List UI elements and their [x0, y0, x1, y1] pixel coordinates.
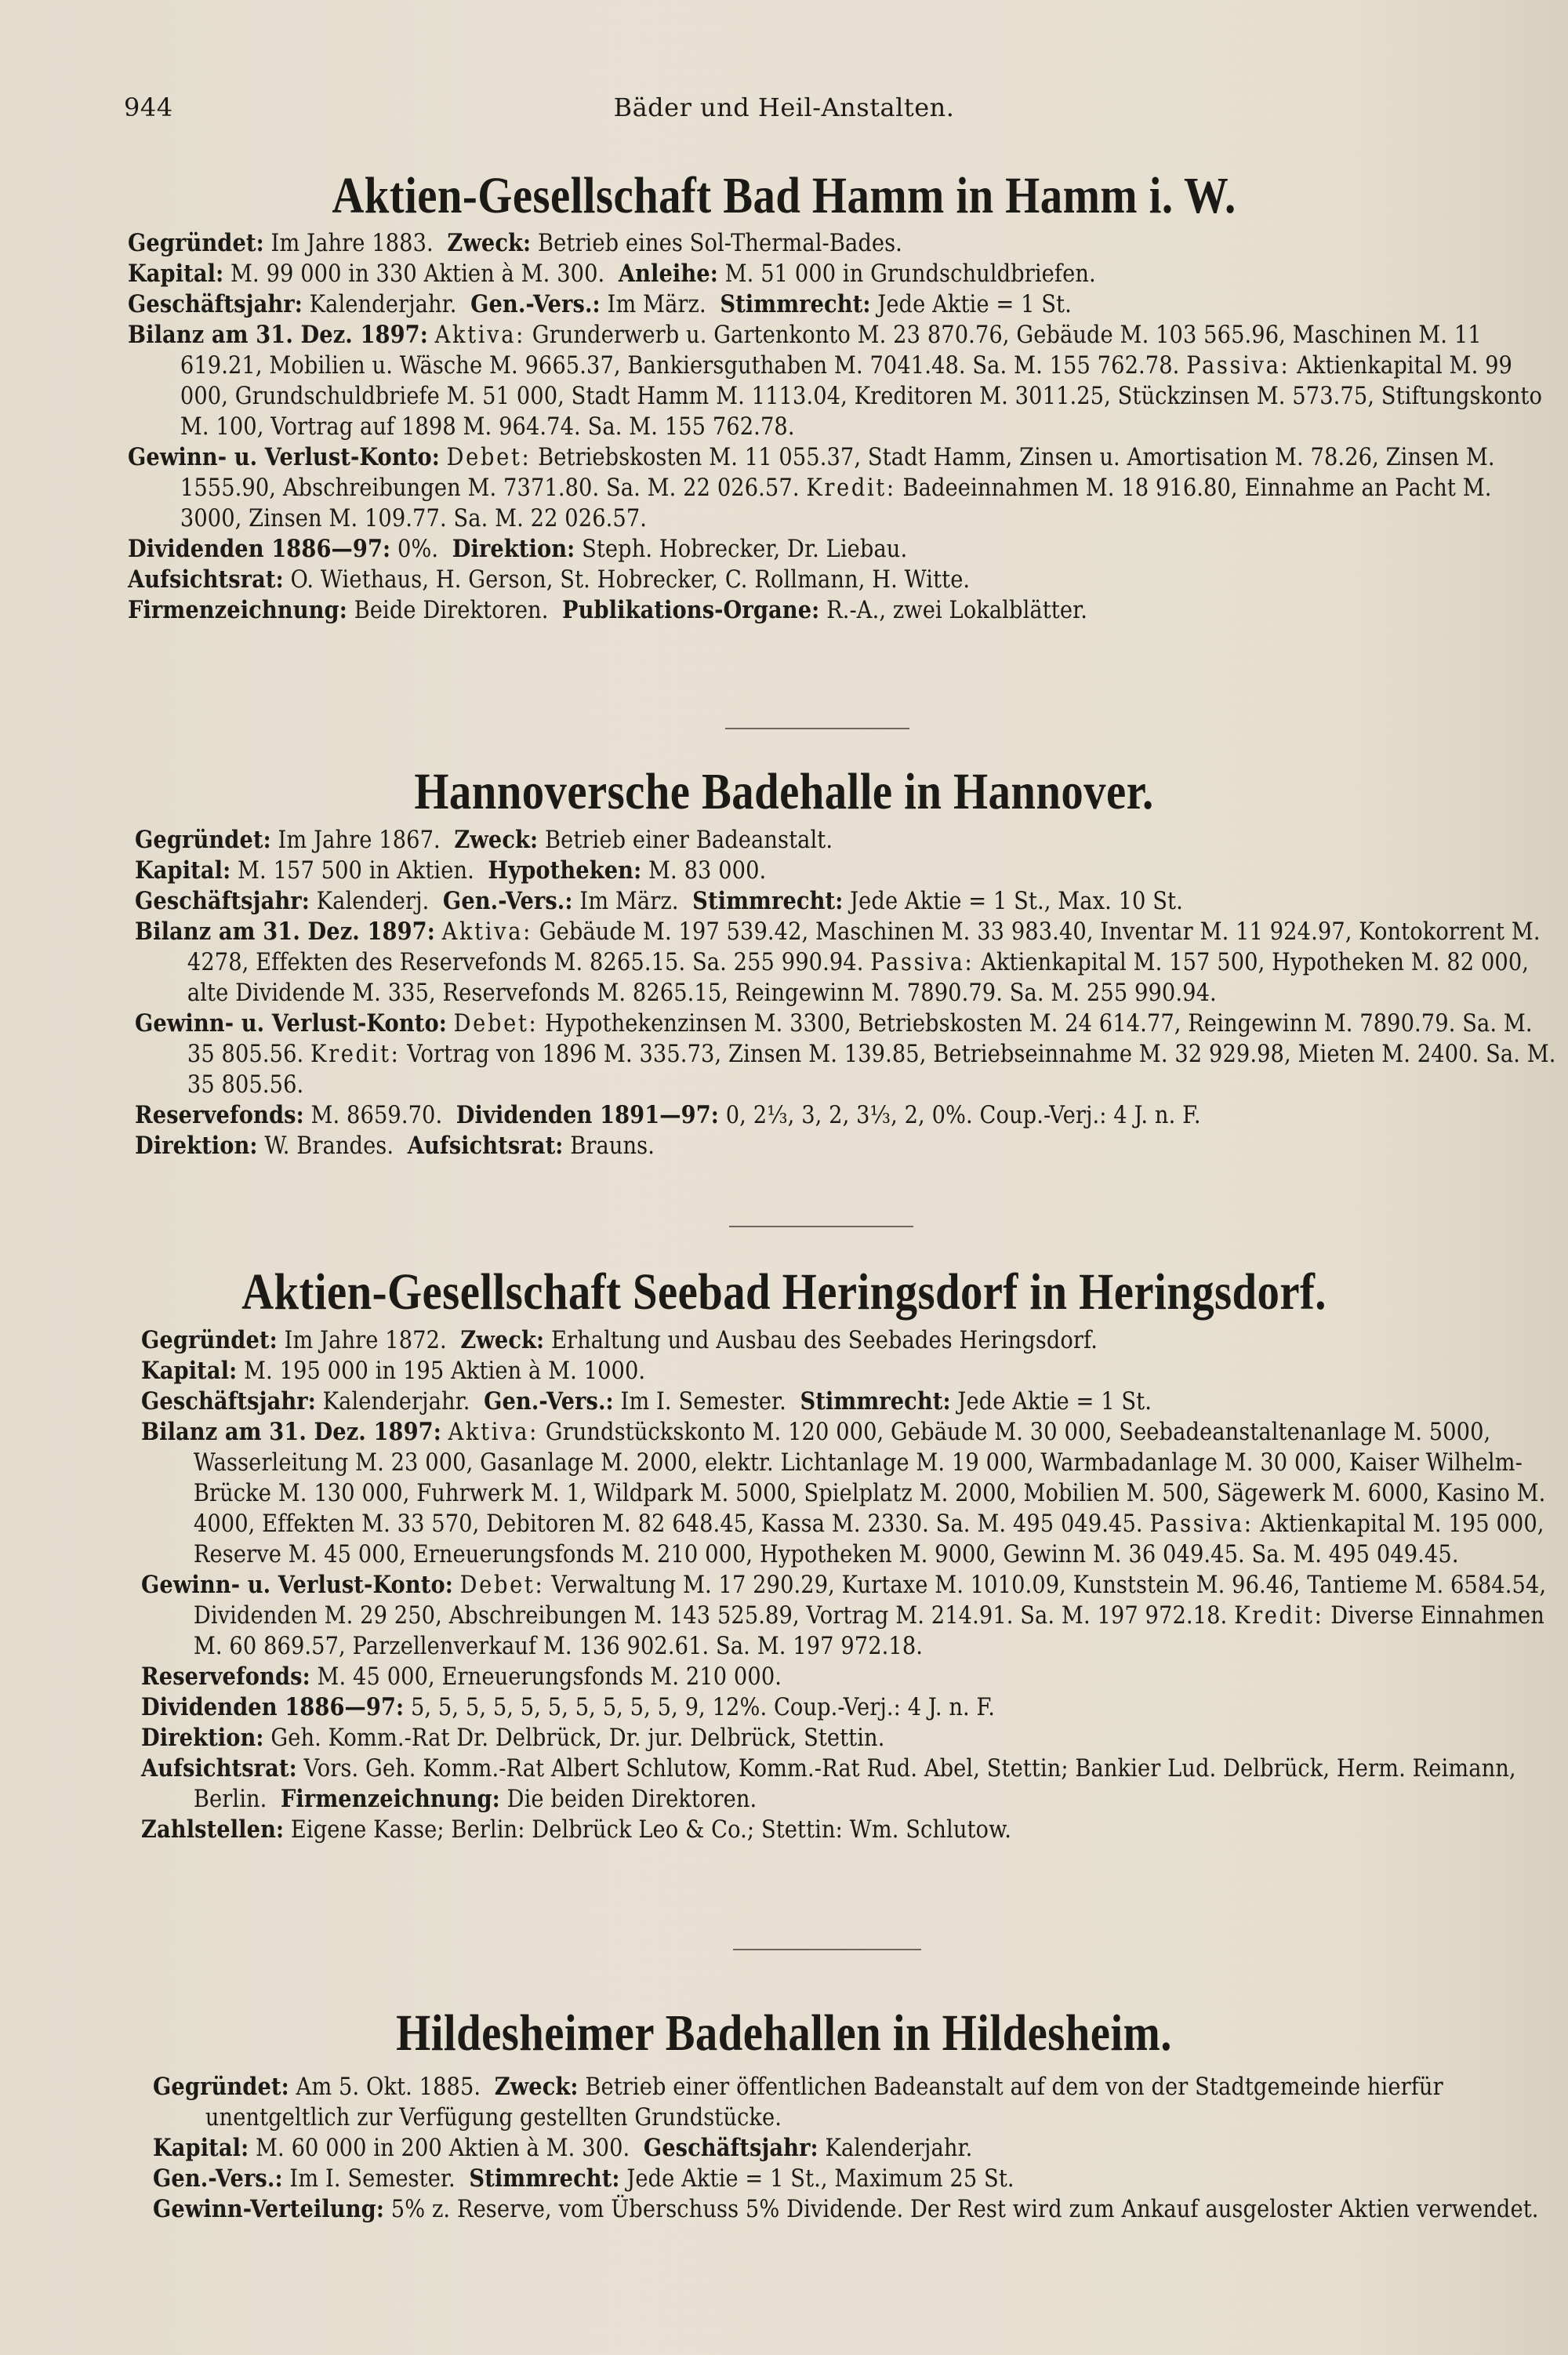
entry-aufsichtsrat: Aufsichtsrat: O. Wiethaus, H. Gerson, St. Hobrecker, C. Rollmann, H. Witte. [128, 565, 971, 594]
entry-firmenzeichnung: Firmenzeichnung: Beide Direktoren. Publikations-Organe: R.-A., zwei Lokalblätter. [128, 596, 1087, 624]
entry-geschaeftsjahr: Geschäftsjahr: Kalenderjahr. Gen.-Vers.: Im März. Stimmrecht: Jede Aktie = 1 St. [128, 290, 1072, 318]
entry-bilanz: Bilanz am 31. Dez. 1897: Aktiva: Gebäude M. 197 539.42, Maschinen M. 33 983.40, Inventar M. 11 924.97, Kontokorrent M. 4278, Effekten des Reservefonds M. 8265.15. Sa. 255 990.94. Passiva: Aktienkapital M. 157 500, Hypotheken M. 82 000, alte Dividende M. 335, Reservefonds M. 8265.15, Reingewinn M. 7890.79. Sa. M. 255 990.94. [135, 918, 1541, 1007]
section-separator [729, 1226, 913, 1227]
entry-zahlstellen: Zahlstellen: Eigene Kasse; Berlin: Delbrück Leo & Co.; Stettin: Wm. Schlutow. [141, 1815, 1012, 1844]
entry-gegruendet: Gegründet: Im Jahre 1883. Zweck: Betrieb eines Sol-Thermal-Bades. [128, 229, 902, 257]
entry-kapital: Kapital: M. 99 000 in 330 Aktien à M. 300. Anleihe: M. 51 000 in Grundschuldbriefen. [128, 260, 1096, 288]
section-title: Aktien-Gesellschaft Bad Hamm in Hamm i. W. [332, 167, 1236, 224]
entry-bilanz: Bilanz am 31. Dez. 1897: Aktiva: Grunderwerb u. Gartenkonto M. 23 870.76, Gebäude M. 103 565.96, Maschinen M. 11 619.21, Mobilien u. Wäsche M. 9665.37, Bankiersguthaben M. 7041.48. Sa. M. 155 762.78. Passiva: Aktienkapital M. 99 000, Grundschuldbriefe M. 51 000, Stadt Hamm M. 1113.04, Kreditoren M. 3011.25, Stückzinsen M. 573.75, Stiftungskonto M. 100, Vortrag auf 1898 M. 964.74. Sa. M. 155 762.78. [128, 321, 1542, 441]
company-section-hannover [0, 762, 1568, 822]
entry-gewinn-verteilung: Gewinn-Verteilung: 5% z. Reserve, vom Überschuss 5% Dividende. Der Rest wird zum Ankauf ausgeloster Aktien verwendet. [153, 2195, 1539, 2223]
entry-geschaeftsjahr: Geschäftsjahr: Kalenderj. Gen.-Vers.: Im März. Stimmrecht: Jede Aktie = 1 St., Max. 10 St. [135, 887, 1183, 915]
company-section-bad-hamm [0, 166, 1568, 226]
section-title: Hildesheimer Badehallen in Hildesheim. [396, 2004, 1172, 2062]
entry-bilanz: Bilanz am 31. Dez. 1897: Aktiva: Grundstückskonto M. 120 000, Gebäude M. 30 000, Seebadeanstaltenanlage M. 5000, Wasserleitung M. 23 000, Gasanlage M. 2000, elektr. Lichtanlage M. 19 000, Warmbadanlage M. 30 000, Kaiser Wilhelm-Brücke M. 130 000, Fuhrwerk M. 1, Wildpark M. 5000, Spielplatz M. 2000, Mobilien M. 500, Sägewerk M. 6000, Kasino M. 4000, Effekten M. 33 570, Debitoren M. 82 648.45, Kassa M. 2330. Sa. M. 495 049.45. Passiva: Aktienkapital M. 195 000, Reserve M. 45 000, Erneuerungsfonds M. 210 000, Hypotheken M. 9000, Gewinn M. 36 049.45. Sa. M. 495 049.45. [141, 1418, 1546, 1568]
entry-kapital: Kapital: M. 60 000 in 200 Aktien à M. 300. Geschäftsjahr: Kalenderjahr. [153, 2134, 973, 2162]
entries-hannover [135, 825, 1568, 1161]
entry-gewinn-verlust: Gewinn- u. Verlust-Konto: Debet: Betriebskosten M. 11 055.37, Stadt Hamm, Zinsen u. Amortisation M. 78.26, Zinsen M. 1555.90, Abschreibungen M. 7371.80. Sa. M. 22 026.57. Kredit: Badeeinnahmen M. 18 916.80, Einnahme an Pacht M. 3000, Zinsen M. 109.77. Sa. M. 22 026.57. [128, 443, 1495, 532]
entry-dividenden: Dividenden 1886—97: 0%. Direktion: Steph. Hobrecker, Dr. Liebau. [128, 535, 908, 563]
entry-reservefonds: Reservefonds: M. 45 000, Erneuerungsfonds M. 210 000. [141, 1663, 782, 1691]
section-title: Aktien-Gesellschaft Seebad Heringsdorf in Heringsdorf. [241, 1263, 1327, 1321]
page-number: 944 [124, 93, 173, 122]
entry-direktion: Direktion: W. Brandes. Aufsichtsrat: Brauns. [135, 1132, 655, 1160]
entries-bad-hamm [128, 228, 1568, 626]
entry-aufsichtsrat: Aufsichtsrat: Vors. Geh. Komm.-Rat Albert Schlutow, Komm.-Rat Rud. Abel, Stettin; Bankier Lud. Delbrück, Herm. Reimann, Berlin. Firmenzeichnung: Die beiden Direktoren. [141, 1754, 1516, 1813]
entry-dividenden: Dividenden 1886—97: 5, 5, 5, 5, 5, 5, 5, 5, 5, 5, 9, 12%. Coup.-Verj.: 4 J. n. F. [141, 1693, 996, 1721]
section-separator [733, 1949, 921, 1950]
running-header [0, 93, 1568, 124]
entry-gegruendet: Gegründet: Im Jahre 1872. Zweck: Erhaltung und Ausbau des Seebades Heringsdorf. [141, 1326, 1098, 1354]
section-separator [725, 728, 909, 729]
entry-gewinn-verlust: Gewinn- u. Verlust-Konto: Debet: Hypothekenzinsen M. 3300, Betriebskosten M. 24 614.77, Reingewinn M. 7890.79. Sa. M. 35 805.56. Kredit: Vortrag von 1896 M. 335.73, Zinsen M. 139.85, Betriebseinnahme M. 32 929.98, Mieten M. 2400. Sa. M. 35 805.56. [135, 1009, 1556, 1099]
entry-direktion: Direktion: Geh. Komm.-Rat Dr. Delbrück, Dr. jur. Delbrück, Stettin. [141, 1724, 885, 1752]
entries-heringsdorf [141, 1325, 1568, 1845]
section-title: Hannoversche Badehalle in Hannover. [414, 763, 1154, 820]
entry-gen-vers: Gen.-Vers.: Im I. Semester. Stimmrecht: Jede Aktie = 1 St., Maximum 25 St. [153, 2164, 1014, 2193]
entries-hildesheim [153, 2072, 1568, 2225]
entry-gegruendet: Gegründet: Am 5. Okt. 1885. Zweck: Betrieb einer öffentlichen Badeanstalt auf dem von der Stadtgemeinde hierfür unentgeltlich zur Verfügung gestellten Grundstücke. [153, 2073, 1443, 2131]
entry-reservefonds: Reservefonds: M. 8659.70. Dividenden 1891—97: 0, 2⅓, 3, 2, 3⅓, 2, 0%. Coup.-Verj.: 4 J. n. F. [135, 1101, 1201, 1129]
entry-gewinn-verlust: Gewinn- u. Verlust-Konto: Debet: Verwaltung M. 17 290.29, Kurtaxe M. 1010.09, Kunststein M. 96.46, Tantieme M. 6584.54, Dividenden M. 29 250, Abschreibungen M. 143 525.89, Vortrag M. 214.91. Sa. M. 197 972.18. Kredit: Diverse Einnahmen M. 60 869.57, Parzellenverkauf M. 136 902.61. Sa. M. 197 972.18. [141, 1571, 1547, 1660]
company-section-heringsdorf [0, 1263, 1568, 1322]
entry-gegruendet: Gegründet: Im Jahre 1867. Zweck: Betrieb einer Badeanstalt. [135, 826, 833, 854]
entry-geschaeftsjahr: Geschäftsjahr: Kalenderjahr. Gen.-Vers.: Im I. Semester. Stimmrecht: Jede Aktie = 1 St. [141, 1387, 1152, 1416]
entry-kapital: Kapital: M. 195 000 in 195 Aktien à M. 1000. [141, 1357, 646, 1385]
entry-kapital: Kapital: M. 157 500 in Aktien. Hypotheken: M. 83 000. [135, 856, 767, 885]
company-section-hildesheim [0, 2004, 1568, 2063]
running-title: Bäder und Heil-Anstalten. [613, 93, 955, 122]
